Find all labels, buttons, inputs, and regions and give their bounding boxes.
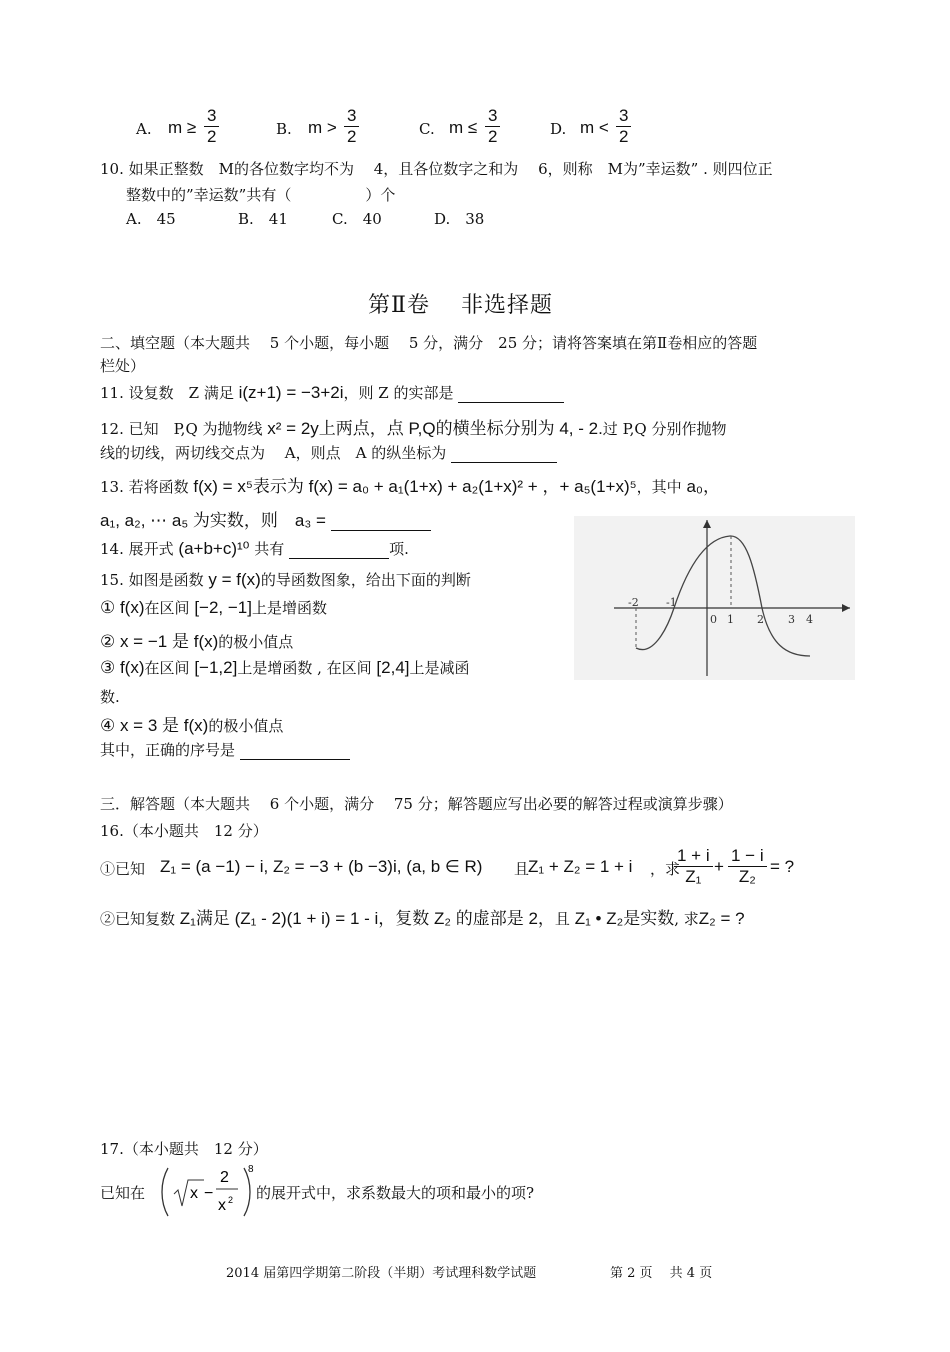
q15-statement-3: ③ f(x)在区间 [−1,2]上是增函数 , 在区间 [2,4]上是减函	[100, 658, 470, 677]
q17-head: 17.（本小题共 12 分）	[100, 1140, 268, 1158]
section-2-intro-cont: 栏处）	[100, 357, 146, 375]
tick-label: 2	[757, 613, 764, 626]
q16-part2: ②已知复数 Z₁满足 (Z₁ - 2)(1 + i) = 1 - i，复数 Z₂ 的虚部是 2，且 Z₁ • Z₂是实数, 求Z₂ = ?	[100, 909, 745, 928]
q14: 14. 展开式 (a+b+c)¹⁰ 共有 项.	[100, 539, 409, 558]
svg-text:2: 2	[220, 1169, 229, 1186]
q15-statement-2: ② x = −1 是 f(x)的极小值点	[100, 632, 294, 651]
footer-page: 第 2 页 共 4 页	[610, 1266, 713, 1281]
svg-text:8: 8	[248, 1164, 254, 1175]
q11: 11. 设复数 Z 满足 i(z+1) = −3+2i，则 Z 的实部是	[100, 382, 564, 403]
q16-head: 16.（本小题共 12 分）	[100, 822, 268, 840]
derivative-curve	[636, 536, 810, 656]
tick-label: 4	[806, 613, 813, 626]
section-3-intro: 三．解答题（本大题共 6 个小题，满分 75 分；解答题应写出必要的解答过程或演算步骤）	[100, 795, 733, 813]
x-axis-arrow	[842, 604, 850, 612]
q9-fraction: $\frac{3}{2}$	[616, 106, 631, 147]
derivative-graph-svg	[574, 516, 855, 680]
q9-fraction: $\frac{3}{2}$	[344, 106, 359, 147]
derivative-graph	[574, 516, 855, 680]
q9-option-d: D.	[550, 120, 567, 138]
q15-question: 其中，正确的序号是	[100, 739, 350, 760]
q9-fraction: $\frac{3}{2}$	[204, 106, 219, 147]
q9-options: A. m ≥ $\frac{3}{2}$ B. m > $\frac{3}{2}$ C. m ≤ $\frac{3}{2}$ D. m < $\frac{3}{2}$	[136, 106, 656, 158]
q15-stem: 15. 如图是函数 y = f(x)的导函数图象，给出下面的判断	[100, 570, 471, 589]
tick-label: 3	[788, 613, 795, 626]
svg-text:x: x	[190, 1185, 198, 1202]
q10-line1: 10. 如果正整数 M的各位数字均不为 4，且各位数字之和为 6，则称 M为”幸运数” . 则四位正	[100, 160, 773, 178]
svg-text:2: 2	[228, 1195, 234, 1205]
y-axis-arrow	[703, 520, 711, 528]
tick-label: -2	[628, 596, 639, 609]
q15-statement-4: ④ x = 3 是 f(x)的极小值点	[100, 716, 284, 735]
svg-text:−: −	[204, 1185, 214, 1202]
q9-fraction: $\frac{3}{2}$	[485, 106, 500, 147]
q17-body: 已知在 x − 2 x 2 8 的展开式中，求系数最大的项和最小的项?	[100, 1162, 700, 1222]
q15-statement-1: ① f(x)在区间 [−2, −1]上是增函数	[100, 598, 327, 617]
q9-option-b: B.	[276, 120, 292, 138]
tick-label: -1	[666, 596, 677, 609]
tick-label: 1	[727, 613, 734, 626]
q10-line2: 整数中的”幸运数”共有（ ）个	[126, 186, 396, 204]
binomial-expression	[160, 1162, 260, 1222]
q12-line2: 线的切线，两切线交点为 A，则点 A 的纵坐标为	[100, 442, 557, 463]
q9-option-c: C.	[419, 120, 435, 138]
q9-option-a: A.	[136, 120, 152, 138]
svg-text:x: x	[218, 1197, 226, 1214]
q13-line2: a₁, a₂, ⋯ a₅ 为实数，则 a₃ =	[100, 506, 431, 531]
section-2-title: 第Ⅱ卷 非选择题	[368, 293, 553, 318]
q16-part1: ①已知 Z₁ = (a −1) − i, Z₂ = −3 + (b −3)i, (a, b ∈ R) 且 Z₁ + Z₂ = 1 + i ，求 $\frac{1 + i}{\text{Z₁}}$ + $\frac{1 - i}{\text{Z₂}}$ = ?	[100, 846, 795, 886]
q17-expression	[160, 1162, 260, 1226]
section-2-intro: 二、填空题（本大题共 5 个小题，每小题 5 分，满分 25 分；请将答案填在第Ⅱ卷相应的答题	[100, 334, 758, 352]
q13: 13. 若将函数 f(x) = x⁵表示为 f(x) = a₀ + a₁(1+x) + a₂(1+x)² + ，+ a₅(1+x)⁵，其中 a₀，	[100, 477, 720, 496]
footer-left: 2014 届第四学期第二阶段（半期）考试理科数学试题	[226, 1266, 537, 1281]
q15-statement-3-cont: 数.	[100, 688, 120, 706]
tick-label: 0	[710, 613, 717, 626]
q12: 12. 已知 P,Q 为抛物线 x² = 2y上两点，点 P,Q的横坐标分别为 4, - 2.过 P,Q 分别作抛物	[100, 419, 727, 438]
